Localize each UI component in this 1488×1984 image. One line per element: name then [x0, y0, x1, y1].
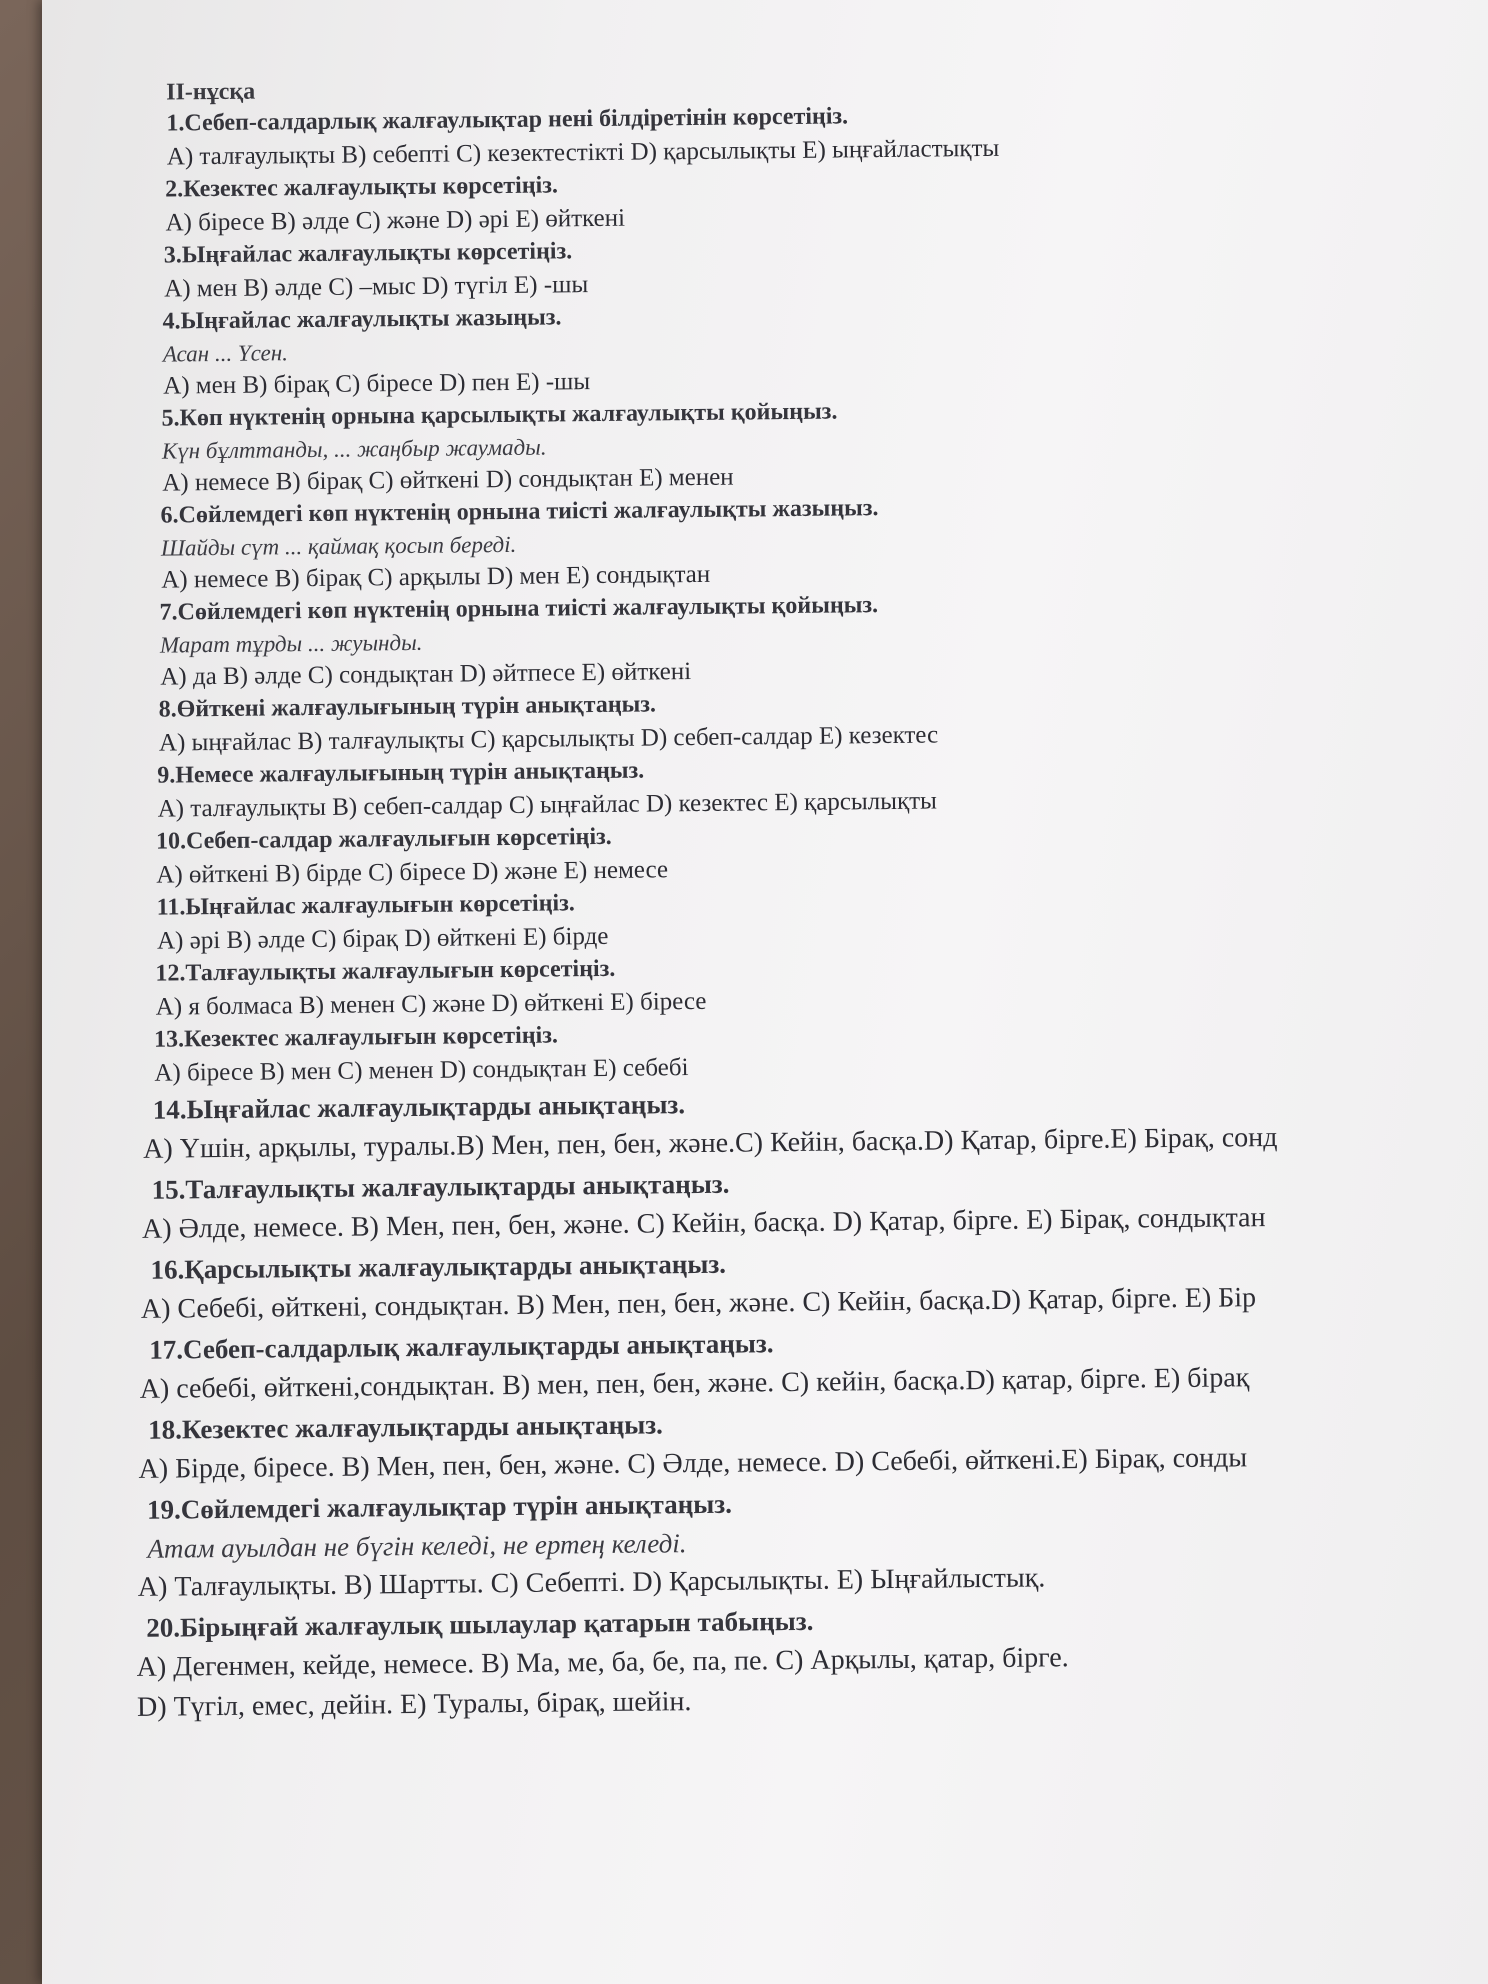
answer-options: A) себебі, өйткені,сондықтан. B) мен, пен, бен, және. C) кейін, басқа.D) қатар, бірге. E) бірақ: [139, 1362, 1250, 1405]
answer-options: A) мен B) әлде C) –мыс D) түгіл E) -шы: [164, 271, 589, 303]
question-heading: 9.Немесе жалғаулығының түрін анықтаңыз.: [157, 757, 645, 789]
question-item: [143, 1076, 1488, 1170]
question-heading: 5.Көп нүктенің орнына қарсылықты жалғаулықты қойыңыз.: [161, 398, 838, 432]
answer-options: A) талғаулықты B) себепті C) кезектестікті D) қарсылықты E) ыңғайластықты: [166, 134, 1000, 171]
question-heading: 6.Сөйлемдегі көп нүктенің орнына тиісті жалғаулықты жазыңыз.: [160, 495, 879, 529]
question-heading: 16.Қарсылықты жалғаулықтарды анықтаңыз.: [150, 1248, 727, 1285]
answer-options: A) Үшін, арқылы, туралы.B) Мен, пен, бен, және.C) Кейін, басқа.D) Қатар, бірге.E) Бірақ, сонд: [143, 1121, 1278, 1165]
question-item: [159, 583, 1488, 694]
question-heading: 3.Ыңғайлас жалғаулықты көрсетіңіз.: [163, 238, 573, 269]
question-heading: 10.Себеп-салдар жалғаулығын көрсетіңіз.: [155, 823, 612, 855]
answer-options: A) Дегенмен, кейде, немесе. B) Ма, ме, ба, бе, па, пе. C) Арқылы, қатар, бірге.: [136, 1642, 1069, 1683]
variant-title: II-нұсқа: [166, 78, 256, 106]
answer-options: A) я болмаса B) менен C) және D) өйткені E) біресе: [155, 987, 707, 1021]
answer-options: A) біресе B) әлде C) және D) әрі E) өйткені: [165, 204, 626, 237]
answer-options: A) Талғаулықты. B) Шартты. C) Себепті. D) Қарсылықты. E) Ыңғайлыстық.: [137, 1562, 1046, 1603]
question-heading: 13.Кезектес жалғаулығын көрсетіңіз.: [153, 1022, 559, 1053]
question-heading: 15.Талғаулықты жалғаулықтарды анықтаңыз.: [151, 1168, 730, 1205]
question-heading: 20.Бірыңғай жалғаулық шылаулар қатарын табыңыз.: [146, 1605, 814, 1643]
question-item: [160, 486, 1488, 597]
answer-options: A) немесе B) бірақ C) өйткені D) сондықтан E) менен: [162, 463, 734, 497]
question-item: [136, 1594, 1488, 1728]
answer-options: A) мен B) бірақ C) біресе D) пен E) -шы: [163, 368, 591, 400]
question-heading: 8.Өйткені жалғаулығының түрін анықтаңыз.: [158, 691, 657, 723]
question-item: [138, 1396, 1488, 1490]
answer-options: A) Себебі, өйткені, сондықтан. B) Мен, пен, бен, және. C) Кейін, басқа.D) Қатар, бірге. E) Бір: [140, 1282, 1257, 1325]
answer-options: A) әрі B) әлде C) бірақ D) өйткені E) бірде: [156, 922, 609, 955]
question-heading: 14.Ыңғайлас жалғаулықтарды анықтаңыз.: [152, 1089, 686, 1125]
question-example: Атам ауылдан не бүгін келеді, не ертең келеді.: [147, 1528, 687, 1564]
question-item: [162, 292, 1488, 403]
question-item: [137, 1476, 1488, 1608]
question-item: [140, 1236, 1488, 1330]
question-list: [120, 94, 1488, 1728]
question-item: [141, 1156, 1488, 1250]
question-heading: 19.Сөйлемдегі жалғаулықтар түрін анықтаңыз.: [146, 1488, 733, 1525]
exam-sheet: [120, 64, 1488, 1728]
question-item: [161, 389, 1488, 500]
answer-options: A) талғаулықты B) себеп-салдар C) ыңғайлас D) кезектес E) қарсылықты: [157, 787, 938, 823]
question-heading: 12.Талғаулықты жалғаулығын көрсетіңіз.: [155, 955, 616, 987]
answer-options: A) өйткені B) бірде C) біресе D) және E) немесе: [156, 856, 669, 889]
question-example: Шайды сүт ... қаймақ қосып береді.: [160, 531, 517, 561]
answer-options: A) Бірде, біресе. B) Мен, пен, бен, және. C) Әлде, немесе. D) Себебі, өйткені.E) Бірақ, сонды: [138, 1442, 1248, 1485]
question-item: [139, 1316, 1488, 1410]
question-heading: 7.Сөйлемдегі көп нүктенің орнына тиісті жалғаулықты қойыңыз.: [159, 592, 879, 626]
question-example: Асан ... Үсен.: [162, 340, 289, 367]
question-heading: 11.Ыңғайлас жалғаулығын көрсетіңіз.: [156, 890, 575, 921]
question-heading: 4.Ыңғайлас жалғаулықты жазыңыз.: [162, 304, 562, 335]
answer-options: D) Түгіл, емес, дейін. E) Туралы, бірақ, шейін.: [136, 1686, 692, 1723]
answer-options: A) да B) әлде C) сондықтан D) әйтпесе E) өйткені: [160, 658, 692, 691]
question-heading: 18.Кезектес жалғаулықтарды анықтаңыз.: [148, 1409, 664, 1445]
question-heading: 17.Себеп-салдарлық жалғаулықтарды анықтаңыз.: [149, 1328, 774, 1365]
question-heading: 2.Кезектес жалғаулықты көрсетіңіз.: [165, 172, 559, 203]
answer-options: A) ыңғайлас B) талғаулықты C) қарсылықты D) себеп-салдар E) кезектес: [158, 721, 939, 757]
answer-options: A) немесе B) бірақ C) арқылы D) мен E) сондықтан: [161, 560, 711, 594]
answer-options: A) Әлде, немесе. B) Мен, пен, бен, және. C) Кейін, басқа. D) Қатар, бірге. E) Бірақ, сондықтан: [141, 1202, 1266, 1245]
question-example: Марат тұрды ... жуынды.: [159, 629, 423, 658]
question-example: Күн бұлттанды, ... жаңбыр жаумады.: [161, 434, 547, 464]
question-heading: 1.Себеп-салдарлық жалғаулықтар нені білдіретінін көрсетіңіз.: [166, 103, 849, 137]
answer-options: A) біресе B) мен C) менен D) сондықтан E) себебі: [154, 1054, 689, 1087]
